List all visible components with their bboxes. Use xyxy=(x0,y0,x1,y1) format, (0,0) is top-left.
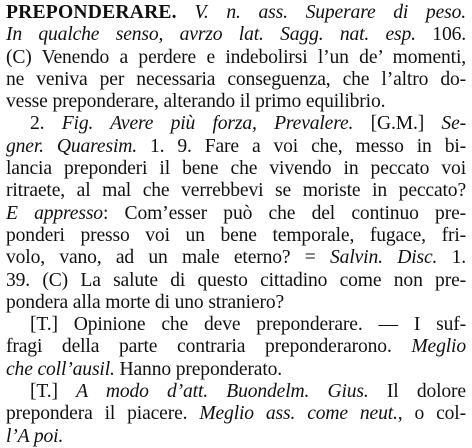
body-text: 106. xyxy=(415,24,466,46)
body-text: (C) Venendo a perdere e indebolirsi l’un de’ momenti, xyxy=(6,46,466,68)
italic-text: lat. Sagg. nat. esp. xyxy=(222,24,416,46)
text-line xyxy=(6,203,466,225)
text-line xyxy=(6,2,466,24)
text-line xyxy=(6,403,466,425)
text-line xyxy=(6,247,466,269)
italic-text: l’A poi. xyxy=(6,425,64,447)
body-text: ritraete, al mal che verrebbevi se moriste in peccato? xyxy=(6,180,466,202)
text-line xyxy=(6,24,466,46)
body-text: 1. 9. Fare a voi che, messo in bi- xyxy=(137,135,466,157)
text-line xyxy=(6,225,466,247)
italic-text: Meglio xyxy=(411,336,466,358)
body-text: [G.M.] xyxy=(353,113,442,135)
text-line xyxy=(6,314,466,336)
body-text: : Com’esser può che del continuo pre- xyxy=(102,202,466,224)
text-line xyxy=(6,180,466,202)
body-text: 2. xyxy=(30,113,62,135)
italic-text: avrzo xyxy=(179,24,223,46)
italic-text: V. n. ass. Superare di peso. xyxy=(176,2,466,23)
text-line xyxy=(6,336,466,358)
italic-text: Se- xyxy=(441,113,466,135)
text-line xyxy=(6,158,466,180)
italic-text: In qualche senso, xyxy=(6,24,180,46)
body-text: volo, vano, ad un male eterno? = xyxy=(6,247,331,269)
body-text: Il dolore xyxy=(368,381,466,403)
body-text: 39. (C) La salute di questo cittadino come non pre- xyxy=(6,269,466,291)
text-line xyxy=(6,270,466,292)
body-text: vesse preponderare, alterando il primo equilibrio. xyxy=(6,91,386,113)
text-line xyxy=(6,69,466,91)
text-line xyxy=(6,91,466,113)
text-line xyxy=(6,136,466,158)
text-line xyxy=(6,47,466,69)
body-text: ponderа alla morte di uno straniero? xyxy=(6,291,285,313)
italic-text: Meglio ass. come neut. xyxy=(199,403,398,425)
italic-text: gner. Quaresim. xyxy=(6,135,137,157)
body-text: [T.] Opinione che deve preponderare. — I suf- xyxy=(30,314,466,336)
body-text: 1. xyxy=(437,247,466,269)
italic-text: Fig. Avere più forza, Prevalere. xyxy=(61,113,354,135)
italic-text: A modo d’att. Buondelm. Gius. xyxy=(76,381,369,403)
text-line xyxy=(6,292,466,314)
headword: PREPONDERARE. xyxy=(6,2,177,23)
body-text: lancia preponderi il bene che vivendo in peccato voi xyxy=(6,158,466,180)
italic-text: Salvin. Disc. xyxy=(330,247,438,269)
body-text: fragi della parte contraria preponderarono. xyxy=(6,336,412,358)
body-text: , o col- xyxy=(397,403,466,425)
body-text: prepondera il piacere. xyxy=(6,403,200,425)
text-line xyxy=(6,426,466,448)
text-line xyxy=(6,113,466,135)
body-text: Hanno preponderato. xyxy=(114,358,283,380)
body-text: [T.] xyxy=(30,381,77,403)
body-text: ne veniva per necessaria conseguenza, che l’altro do- xyxy=(6,68,466,90)
italic-text: che coll’ausil. xyxy=(6,358,115,380)
italic-text: E appresso xyxy=(6,202,103,224)
text-line xyxy=(6,381,466,403)
text-line xyxy=(6,359,466,381)
body-text: ponderi presso voi un bene temporale, fugace, fri- xyxy=(6,224,466,246)
